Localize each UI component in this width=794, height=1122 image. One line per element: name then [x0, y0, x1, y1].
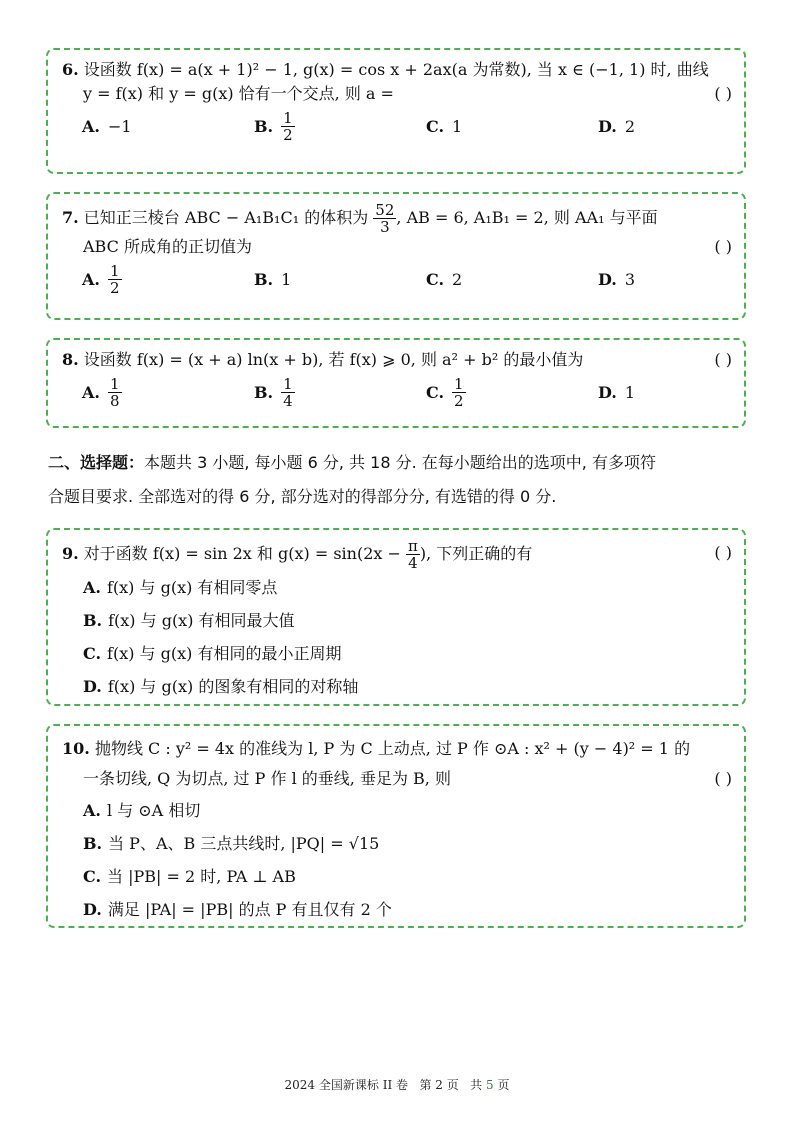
fraction-numerator: 1	[109, 374, 120, 393]
question-text: y = f(x) 和 y = g(x) 恰有一个交点, 则 a =	[83, 84, 394, 103]
option-text: f(x) 与 g(x) 有相同零点	[106, 578, 278, 597]
total-pages-suffix: 页	[493, 1078, 510, 1092]
option-b	[254, 259, 291, 299]
question-number: 10.	[62, 739, 90, 758]
fraction-denominator: 2	[109, 278, 120, 297]
question-text: 设函数 f(x) = (x + a) ln(x + b), 若 f(x) ⩾ 0, 则 a² + b² 的最小值为	[83, 350, 584, 369]
option-label: A.	[83, 578, 101, 597]
section-heading: 二、选择题：	[48, 453, 145, 472]
question-text: 对于函数 f(x) = sin 2x 和 g(x) = sin(2x −	[83, 544, 401, 563]
option-text: 满足 |PA| = |PB| 的点 P 有且仅有 2 个	[107, 900, 392, 919]
fraction-denominator: 2	[454, 391, 464, 410]
question-10-stem-line2	[62, 764, 732, 794]
question-6-box	[46, 48, 746, 174]
answer-blank: ( )	[714, 350, 732, 369]
option-label: D.	[598, 116, 617, 136]
option-c	[62, 860, 732, 893]
exam-title: 2024 全国新课标 II 卷	[284, 1078, 408, 1092]
option-label: B.	[254, 382, 274, 402]
fraction	[281, 376, 295, 409]
question-10-stem-line1	[62, 734, 732, 764]
question-7-stem-line1	[62, 202, 732, 235]
option-text: 3	[624, 269, 636, 289]
section-text: 本题共 3 小题, 每小题 6 分, 共 18 分. 在每小题给出的选项中, 有多项符	[144, 453, 656, 472]
option-label: C.	[426, 116, 445, 136]
option-c	[62, 637, 732, 670]
fraction-numerator: 1	[283, 108, 293, 127]
total-pages: 5	[486, 1078, 494, 1092]
fraction	[281, 110, 295, 143]
option-label: B.	[254, 116, 274, 136]
option-label: B.	[83, 611, 103, 630]
option-text: 当 P、A、B 三点共线时, |PQ| = √15	[108, 834, 380, 853]
fraction-numerator: 1	[454, 374, 464, 393]
fraction-numerator: π	[407, 537, 418, 555]
option-label: C.	[426, 269, 445, 289]
question-7-stem-line2	[62, 235, 732, 259]
question-number: 6.	[62, 60, 79, 79]
option-b	[254, 106, 295, 146]
option-a	[82, 106, 132, 146]
option-label: C.	[83, 644, 102, 663]
option-b	[62, 604, 732, 637]
option-c	[426, 106, 462, 146]
option-text: f(x) 与 g(x) 有相同最大值	[108, 611, 295, 630]
question-7-options	[62, 259, 732, 299]
fraction-numerator: 52	[375, 201, 395, 219]
option-label: C.	[426, 382, 445, 402]
section-2-instructions	[48, 446, 748, 514]
question-text: 设函数 f(x) = a(x + 1)² − 1, g(x) = cos x + 2ax(a 为常数), 当 x ∈ (−1, 1) 时, 曲线	[83, 60, 709, 79]
option-b	[254, 372, 295, 412]
option-label: D.	[598, 382, 617, 402]
option-text: f(x) 与 g(x) 的图象有相同的对称轴	[107, 677, 359, 696]
fraction	[373, 202, 396, 235]
option-label: A.	[83, 801, 101, 820]
option-label: D.	[598, 269, 617, 289]
fraction	[108, 376, 122, 409]
option-label: A.	[82, 382, 100, 402]
option-text: 当 |PB| = 2 时, PA ⊥ AB	[107, 867, 296, 886]
option-label: B.	[254, 269, 274, 289]
fraction	[108, 263, 122, 296]
option-label: A.	[82, 116, 100, 136]
option-text: 1	[624, 382, 636, 402]
question-8-box	[46, 338, 746, 428]
question-text: 抛物线 C : y² = 4x 的准线为 l, P 为 C 上动点, 过 P 作 ⊙A : x² + (y − 4)² = 1 的	[94, 739, 691, 758]
option-label: D.	[83, 900, 102, 919]
option-label: D.	[83, 677, 102, 696]
question-7-box	[46, 192, 746, 320]
option-text: f(x) 与 g(x) 有相同的最小正周期	[107, 644, 342, 663]
option-c	[426, 259, 462, 299]
question-number: 8.	[62, 350, 79, 369]
fraction	[452, 376, 466, 409]
answer-blank: ( )	[714, 84, 732, 103]
total-pages-prefix: 共	[470, 1078, 486, 1092]
question-text: 一条切线, Q 为切点, 过 P 作 l 的垂线, 垂足为 B, 则	[83, 769, 451, 788]
section-2-line1	[48, 446, 748, 480]
option-d	[62, 893, 732, 926]
fraction-denominator: 4	[283, 391, 293, 410]
option-a	[82, 259, 122, 299]
option-a	[62, 794, 732, 827]
question-10-box	[46, 724, 746, 928]
option-d	[598, 106, 635, 146]
fraction-denominator: 3	[380, 218, 390, 236]
answer-blank: ( )	[714, 237, 732, 256]
option-text: 2	[452, 269, 463, 289]
question-text: ), 下列正确的有	[419, 544, 533, 563]
fraction-numerator: 1	[283, 374, 293, 393]
question-6-options	[62, 106, 732, 146]
option-label: A.	[82, 269, 100, 289]
option-d	[598, 259, 635, 299]
question-8-stem-line1	[62, 348, 732, 372]
option-a	[62, 571, 732, 604]
question-9-stem-line1	[62, 538, 732, 571]
option-a	[82, 372, 122, 412]
option-text: 1	[452, 116, 463, 136]
question-6-stem-line1	[62, 58, 732, 82]
fraction-numerator: 1	[109, 261, 120, 280]
question-9-box	[46, 528, 746, 706]
question-number: 7.	[62, 208, 79, 227]
option-text: −1	[107, 116, 132, 136]
question-number: 9.	[62, 544, 79, 563]
fraction-denominator: 4	[408, 554, 418, 572]
option-label: C.	[83, 867, 102, 886]
question-6-stem-line2	[62, 82, 732, 106]
option-c	[426, 372, 466, 412]
page-footer	[0, 1076, 794, 1093]
option-text: 1	[281, 269, 292, 289]
fraction-denominator: 8	[109, 391, 120, 410]
option-text: 2	[624, 116, 636, 136]
question-text: ABC 所成角的正切值为	[83, 237, 252, 256]
fraction	[406, 538, 420, 571]
fraction-denominator: 2	[283, 125, 293, 144]
question-text: 已知正三棱台 ABC − A₁B₁C₁ 的体积为	[83, 208, 369, 227]
answer-blank: ( )	[714, 543, 732, 562]
question-text: , AB = 6, A₁B₁ = 2, 则 AA₁ 与平面	[396, 208, 658, 227]
answer-blank: ( )	[714, 769, 732, 788]
section-2-line2: 合题目要求. 全部选对的得 6 分, 部分选对的得部分分, 有选错的得 0 分.	[48, 487, 557, 506]
option-text: l 与 ⊙A 相切	[106, 801, 201, 820]
option-d	[598, 372, 635, 412]
question-8-options	[62, 372, 732, 412]
option-label: B.	[83, 834, 103, 853]
option-d	[62, 670, 732, 703]
option-b	[62, 827, 732, 860]
page-number: 第 2 页	[419, 1078, 459, 1092]
